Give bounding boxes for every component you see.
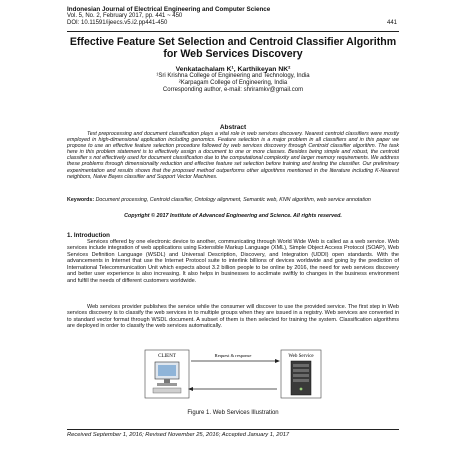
intro-paragraph-2: Web services provider publishes the service while the consumer will discover to use the provided service. The first step in Web services discovery is to classify the web services in to multiple groups when they are issued in a registry. Web services are converted in to standard vector format through WSDL document. A subset of them is then selected for training the system. Classification algorithms are deployed in order to classify the web services automatically.: [67, 304, 399, 330]
received-dates: Received September 1, 2016; Revised November 25, 2016; Accepted January 1, 2017: [67, 432, 290, 438]
footer-divider: [67, 429, 399, 430]
journal-name: Indonesian Journal of Electrical Engineering and Computer Science: [67, 6, 271, 13]
web-service-box: [281, 350, 321, 398]
request-response-arrows: [188, 353, 280, 391]
section-heading-introduction: 1. Introduction: [67, 232, 110, 239]
author-names: Venkatachalam K¹, Karthikeyan NK²: [175, 66, 291, 73]
copyright-notice: Copyright © 2017 Institute of Advanced Engineering and Science. All rights reserved.: [124, 213, 342, 219]
abstract-heading: Abstract: [219, 124, 247, 131]
page-number: 441: [386, 20, 397, 26]
corresponding-author: Corresponding author, e-mail: shriramkv@gmail.com: [162, 87, 304, 93]
web-services-figure: [143, 347, 323, 402]
arrow-label: Request & response: [214, 353, 252, 358]
affiliation-1: ¹Sri Krishna College of Engineering and Technology, India: [156, 73, 310, 79]
author-block: [67, 66, 399, 94]
volume-info: Vol. 5, No. 2, February 2017, pp. 441 ~ 450: [67, 13, 183, 19]
computer-icon: [153, 362, 181, 393]
abstract-text: Text preprocessing and document classification plays a vital role in web services discovery. Nearest centroid classifiers were mostly employed in high-dimensional application including genomics. Feature selection is a major problem in all classifiers and in this paper we propose to use an effective feature selection procedure followed by web services discovery through Centroid classifier algorithm. The task here in this problem statement is to effectively assign a document to one or more classes. Besides being simple and robust, the centroid classifier s not effectively used for document classification due to the computational complexity and larger memory requirements. We address these problems through dimensionality reduction and effective feature set selection before training and testing the classifier. Our preliminary experimentation and results shows that the proposed method outperforms other algorithms mentioned in the literature including K-Nearest neighbors, Naive Bayes classifier and Support Vector Machines.: [67, 131, 399, 180]
keywords: [67, 197, 399, 203]
keywords-text: Document processing, Centroid classifier, Ontology alignment, Semantic web, KNN algorithm, web service annotation: [95, 197, 371, 203]
client-box: [145, 350, 189, 398]
header-divider: [67, 31, 399, 32]
doi-row: [67, 20, 397, 27]
web-service-label: Web Service: [288, 354, 314, 359]
server-icon: [291, 361, 311, 395]
intro-paragraph-1: Services offered by one electronic device to another, communicating through World Wide Web is called as a web service. Web services include integration of web applications using Extensible Markup Language (XML), Simple Object Access Protocol (SOAP), Web Services Definition Language (WSDL) and Universal Description, Discovery, and Integration (UDDI) open standards. With the advancements in Internet that use the Internet Protocol suite to interlink billions of devices worldwide and going by the prediction of International Telecommunication Unit which expects about 3.2 billion people to be online by 2016, the need for web services discovery and better user experience is also increasing. It also helps in businesses to acclimate swiftly to changes in the business environment and fulfill the needs of different customers worldwide.: [67, 239, 399, 284]
keywords-label: Keywords:: [67, 197, 95, 203]
affiliation-2: ²Karpagam College of Engineering, India: [178, 80, 288, 86]
paper-title: Effective Feature Set Selection and Centroid Classifier Algorithm for Web Services Discovery: [69, 36, 397, 60]
figure-caption: Figure 1. Web Services Illustration: [187, 410, 279, 416]
doi: DOI: 10.11591/ijeecs.v5.i2.pp441-450: [67, 20, 168, 26]
journal-header: [67, 6, 397, 27]
client-label: CLIENT: [158, 354, 176, 359]
